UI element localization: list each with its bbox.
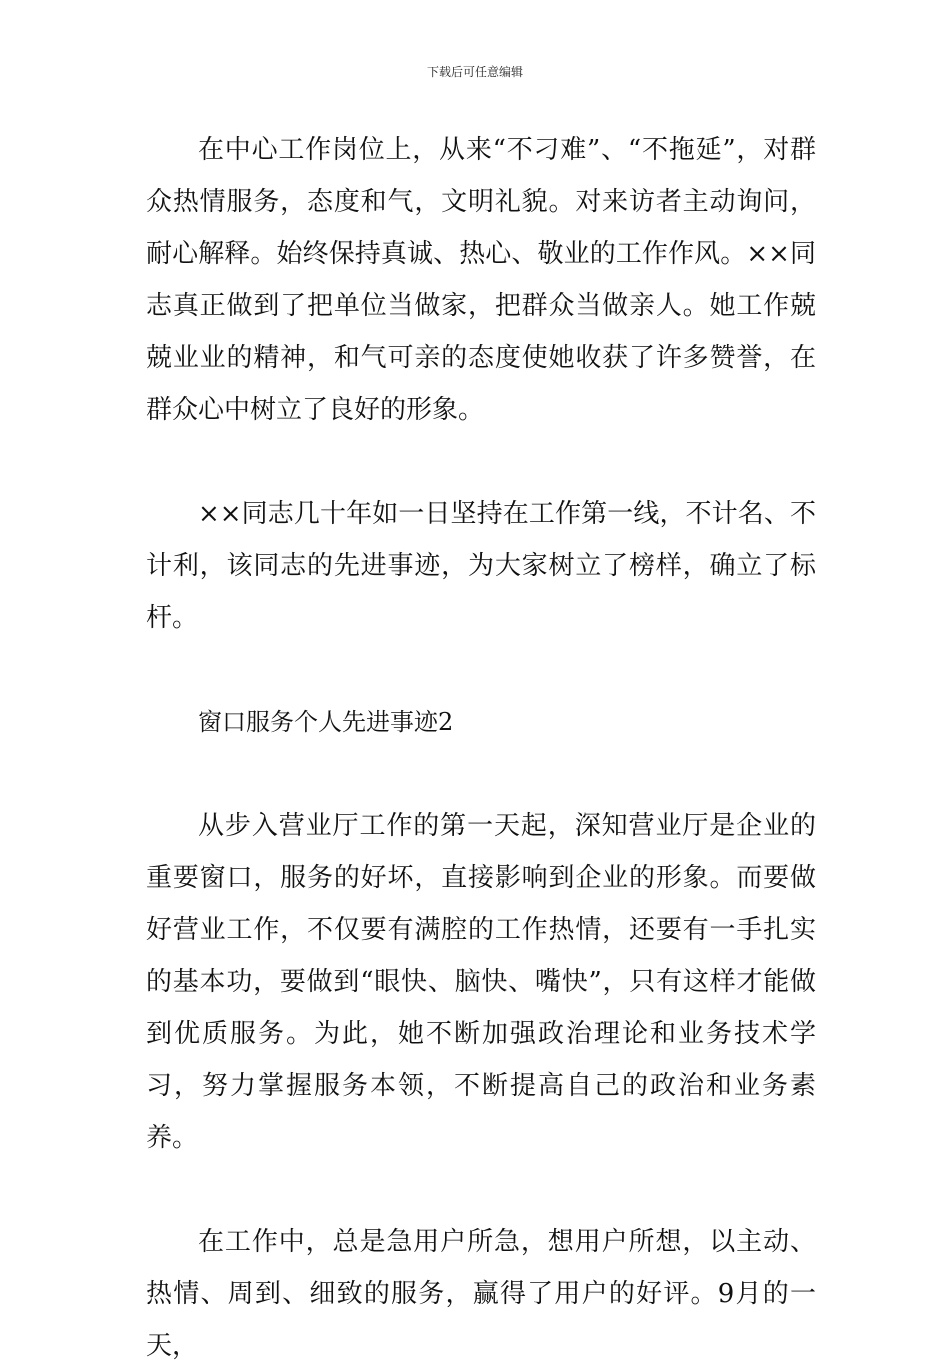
paragraph-spacer: [146, 436, 816, 488]
paragraph-2: ××同志几十年如一日坚持在工作第一线，不计名、不计利，该同志的先进事迹，为大家树立了榜样，确立了标杆。: [146, 499, 816, 633]
paragraph-spacer: [146, 748, 816, 800]
header-note: 下载后可任意编辑: [426, 65, 523, 79]
paragraph-4: 在工作中，总是急用户所急，想用户所想，以主动、热情、周到、细致的服务，赢得了用户的好评。9月的一天，: [146, 1227, 816, 1361]
paragraph-3: 从步入营业厅工作的第一天起，深知营业厅是企业的重要窗口，服务的好坏，直接影响到企业的形象。而要做好营业工作，不仅要有满腔的工作热情，还要有一手扎实的基本功，要做到“眼快、脑快、嘴快”，只有这样才能做到优质服务。为此，她不断加强政治理论和业务技术学习，努力掌握服务本领，不断提高自己的政治和业务素养。: [146, 811, 816, 1153]
paragraph-spacer: [146, 1164, 816, 1216]
document-body: [146, 124, 816, 1372]
section-heading: 窗口服务个人先进事迹2: [198, 708, 454, 736]
paragraph-spacer: [146, 644, 816, 696]
paragraph-1: 在中心工作岗位上，从来“不刁难”、“不拖延”，对群众热情服务，态度和气，文明礼貌。对来访者主动询问，耐心解释。始终保持真诚、热心、敬业的工作作风。××同志真正做到了把单位当做家，把群众当做亲人。她工作兢兢业业的精神，和气可亲的态度使她收获了许多赞誉，在群众心中树立了良好的形象。: [146, 135, 816, 425]
